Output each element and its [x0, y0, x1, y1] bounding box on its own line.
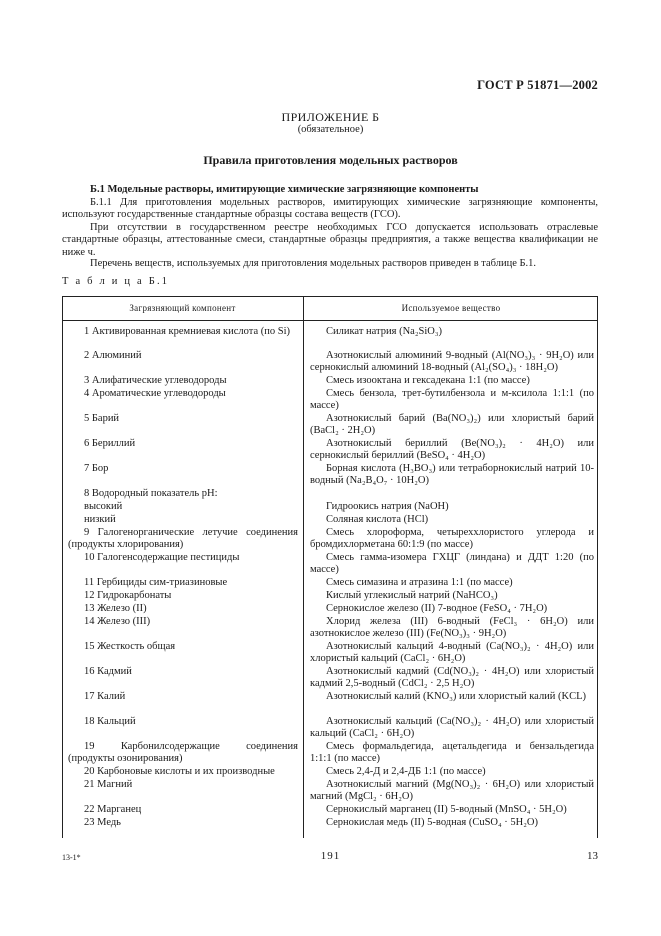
substance-cell: [310, 716, 594, 740]
substance-text: Азотнокислый барий (Ba(NO₃)₂) или хлористый барий (BaCl₂ · 2H₂O): [310, 413, 594, 437]
substance-cell: [310, 350, 594, 374]
component-cell: [68, 641, 298, 653]
substance-text: Смесь 2,4-Д и 2,4-ДБ 1:1 (по массе): [326, 766, 486, 777]
component-text: 16 Кадмий: [84, 666, 132, 677]
substance-text: Кислый углекислый натрий (NaHCO₃): [326, 590, 498, 601]
substance-cell: [310, 766, 594, 778]
component-text: низкий: [84, 514, 116, 525]
component-cell: [68, 603, 298, 615]
component-text: 9 Галогенорганические летучие соединения (продукты хлорирования): [68, 527, 298, 551]
component-cell: [68, 590, 298, 602]
component-text: 18 Кальций: [84, 716, 136, 727]
standard-number: ГОСТ Р 51871—2002: [477, 78, 598, 92]
substance-text: Азотнокислый магний (Mg(NO₃)₂ · 6H₂O) или хлористый магний (MgCl₂ · 6H₂O): [310, 779, 594, 803]
substance-text: Смесь формальдегида, ацетальдегида и бензальдегида 1:1:1 (по массе): [310, 741, 594, 765]
component-text: 23 Медь: [84, 817, 121, 828]
component-text: 7 Бор: [84, 463, 109, 474]
component-cell: [68, 488, 298, 500]
component-text: 5 Барий: [84, 413, 120, 424]
component-text: 12 Гидрокарбонаты: [84, 590, 172, 601]
paragraph-2: [62, 222, 598, 259]
component-cell: [68, 527, 298, 551]
component-cell: [68, 716, 298, 728]
substance-cell: [310, 438, 594, 462]
substance-cell: [310, 641, 594, 665]
component-text: 21 Магний: [84, 779, 133, 790]
substance-text: Азотнокислый калий (KNO₃) или хлористый калий (KCL): [326, 691, 587, 702]
component-cell: [68, 691, 298, 703]
component-text: 22 Марганец: [84, 804, 142, 815]
substance-text: Смесь симазина и атразина 1:1 (по массе): [326, 577, 513, 588]
component-cell: [68, 326, 298, 338]
component-cell: [68, 514, 298, 526]
component-text: 15 Жесткость общая: [84, 641, 176, 652]
substance-cell: [310, 326, 594, 338]
substance-cell: [310, 375, 594, 387]
substance-cell: [310, 603, 594, 615]
paragraph-1-text: Б.1.1 Для приготовления модельных растворов, имитирующих химические загрязняющие компоненты, используют государственные стандартные образцы состава веществ (ГСО).: [62, 197, 598, 221]
table-column-divider: [303, 296, 304, 838]
substance-text: Азотнокислый алюминий 9-водный (Al(NO₃)₃ · 9H₂O) или сернокислый алюминий 18-водный (Al₂(SO₄)₃ · 18H₂O): [310, 350, 594, 374]
substance-cell: [310, 804, 594, 816]
substance-text: Сернокислая медь (II) 5-водная (CuSO₄ · 5H₂O): [326, 817, 538, 828]
paragraph-1: [62, 197, 598, 222]
substance-cell: [310, 616, 594, 640]
paragraph-3: [62, 258, 598, 270]
component-text: 6 Бериллий: [84, 438, 136, 449]
component-cell: [68, 413, 298, 425]
component-cell: [68, 817, 298, 829]
substance-text: Азотнокислый бериллий (Be(NO₃)₂ · 4H₂O) или сернокислый бериллий (BeSO₄ · 4H₂O): [310, 438, 594, 462]
footer-page-number: 13: [587, 850, 598, 862]
substance-cell: [310, 514, 594, 526]
substance-cell: [310, 527, 594, 551]
substance-cell: [310, 666, 594, 690]
component-text: 3 Алифатические углеводороды: [84, 375, 227, 386]
component-text: 4 Ароматические углеводороды: [84, 388, 226, 399]
substance-cell: [310, 691, 594, 703]
component-cell: [68, 666, 298, 678]
substance-text: Смесь гамма-изомера ГХЦГ (линдана) и ДДТ 1:20 (по массе): [310, 552, 594, 576]
component-cell: [68, 463, 298, 475]
substance-cell: [310, 577, 594, 589]
substance-text: Борная кислота (H₃BO₃) или тетраборнокислый натрий 10-водный (Na₂B₄O₇ · 10H₂O): [310, 463, 594, 487]
component-text: 8 Водородный показатель pH:: [84, 488, 218, 499]
annex-title: ПРИЛОЖЕНИЕ Б: [281, 110, 380, 124]
component-text: 13 Железо (II): [84, 603, 147, 614]
substance-cell: [310, 817, 594, 829]
component-text: 2 Алюминий: [84, 350, 142, 361]
substance-cell: [310, 779, 594, 803]
component-cell: [68, 577, 298, 589]
substance-cell: [310, 463, 594, 487]
component-text: 19 Карбонилсодержащие соединения (продукты озонирования): [68, 741, 298, 765]
substance-cell: [310, 552, 594, 576]
component-text: 11 Гербициды сим-триазиновые: [84, 577, 228, 588]
component-text: 20 Карбоновые кислоты и их производные: [84, 766, 275, 777]
component-cell: [68, 501, 298, 513]
substance-text: Смесь изооктана и гексадекана 1:1 (по массе): [326, 375, 530, 386]
component-text: 1 Активированная кремниевая кислота (по Si): [84, 326, 291, 337]
component-text: высокий: [84, 501, 123, 512]
component-cell: [68, 388, 298, 400]
component-cell: [68, 766, 298, 778]
substance-text: Смесь хлороформа, четыреххлористого углерода и бромдихлорметана 60:1:9 (по массе): [310, 527, 594, 551]
substance-text: Азотнокислый кальций (Ca(NO₃)₂ · 4H₂O) или хлористый кальций (CaCl₂ · 6H₂O): [310, 716, 594, 740]
component-cell: [68, 375, 298, 387]
paragraph-3-text: Перечень веществ, используемых для приготовления модельных растворов приведен в таблице Б.1.: [90, 258, 537, 269]
substance-text: Сернокислый марганец (II) 5-водный (MnSO₄ · 5H₂O): [326, 804, 567, 815]
substance-cell: [310, 413, 594, 437]
table-header-component: Загрязняющий компонент: [129, 303, 236, 313]
substance-text: Смесь бензола, трет-бутилбензола и м-ксилола 1:1:1 (по массе): [310, 388, 594, 412]
component-text: 17 Калий: [84, 691, 126, 702]
annex-subtitle: (обязательное): [297, 124, 364, 135]
component-cell: [68, 552, 298, 564]
component-cell: [68, 779, 298, 791]
table-header-substance: Используемое вещество: [401, 303, 501, 313]
section-heading: Б.1 Модельные растворы, имитирующие химические загрязняющие компоненты: [90, 184, 479, 195]
component-cell: [68, 438, 298, 450]
component-text: 10 Галогенсодержащие пестициды: [84, 552, 240, 563]
component-cell: [68, 350, 298, 362]
substance-text: Азотнокислый кальций 4-водный (Ca(NO₃)₂ · 4H₂O) или хлористый кальций (CaCl₂ · 6H₂O): [310, 641, 594, 665]
substance-cell: [310, 590, 594, 602]
substance-cell: [310, 388, 594, 412]
footer-page-number-center: 191: [320, 850, 341, 862]
substance-text: Соляная кислота (HCl): [326, 514, 429, 525]
table-label: Т а б л и ц а Б.1: [62, 276, 170, 287]
substance-text: Хлорид железа (III) 6-водный (FeCl₃ · 6H₂O) или азотнокислое железо (III) (Fe(NO₃)₃ · 9H₂O): [310, 616, 594, 640]
component-cell: [68, 741, 298, 765]
substance-text: Гидроокись натрия (NaOH): [326, 501, 449, 512]
substance-cell: [310, 741, 594, 765]
substance-text: Азотнокислый кадмий (Cd(NO₃)₂ · 4H₂O) или хлористый кадмий 2,5-водный (CdCl₂ · 2,5 H₂O): [310, 666, 594, 690]
component-text: 14 Железо (III): [84, 616, 151, 627]
component-cell: [68, 804, 298, 816]
document-title: Правила приготовления модельных растворов: [203, 153, 458, 167]
table-header-divider: [62, 320, 598, 321]
substance-text: Сернокислое железо (II) 7-водное (FeSO₄ · 7H₂O): [326, 603, 548, 614]
substance-cell: [310, 501, 594, 513]
component-cell: [68, 616, 298, 628]
substance-text: Силикат натрия (Na₂SiO₃): [326, 326, 442, 337]
paragraph-2-text: При отсутствии в государственном реестре необходимых ГСО допускается использовать отраслевые стандартные образцы, аттестованные смеси, стандартные образцы предприятия, а также вещества квалификации не ниже ч.: [62, 222, 598, 258]
footer-mark: 13-1*: [62, 853, 81, 862]
